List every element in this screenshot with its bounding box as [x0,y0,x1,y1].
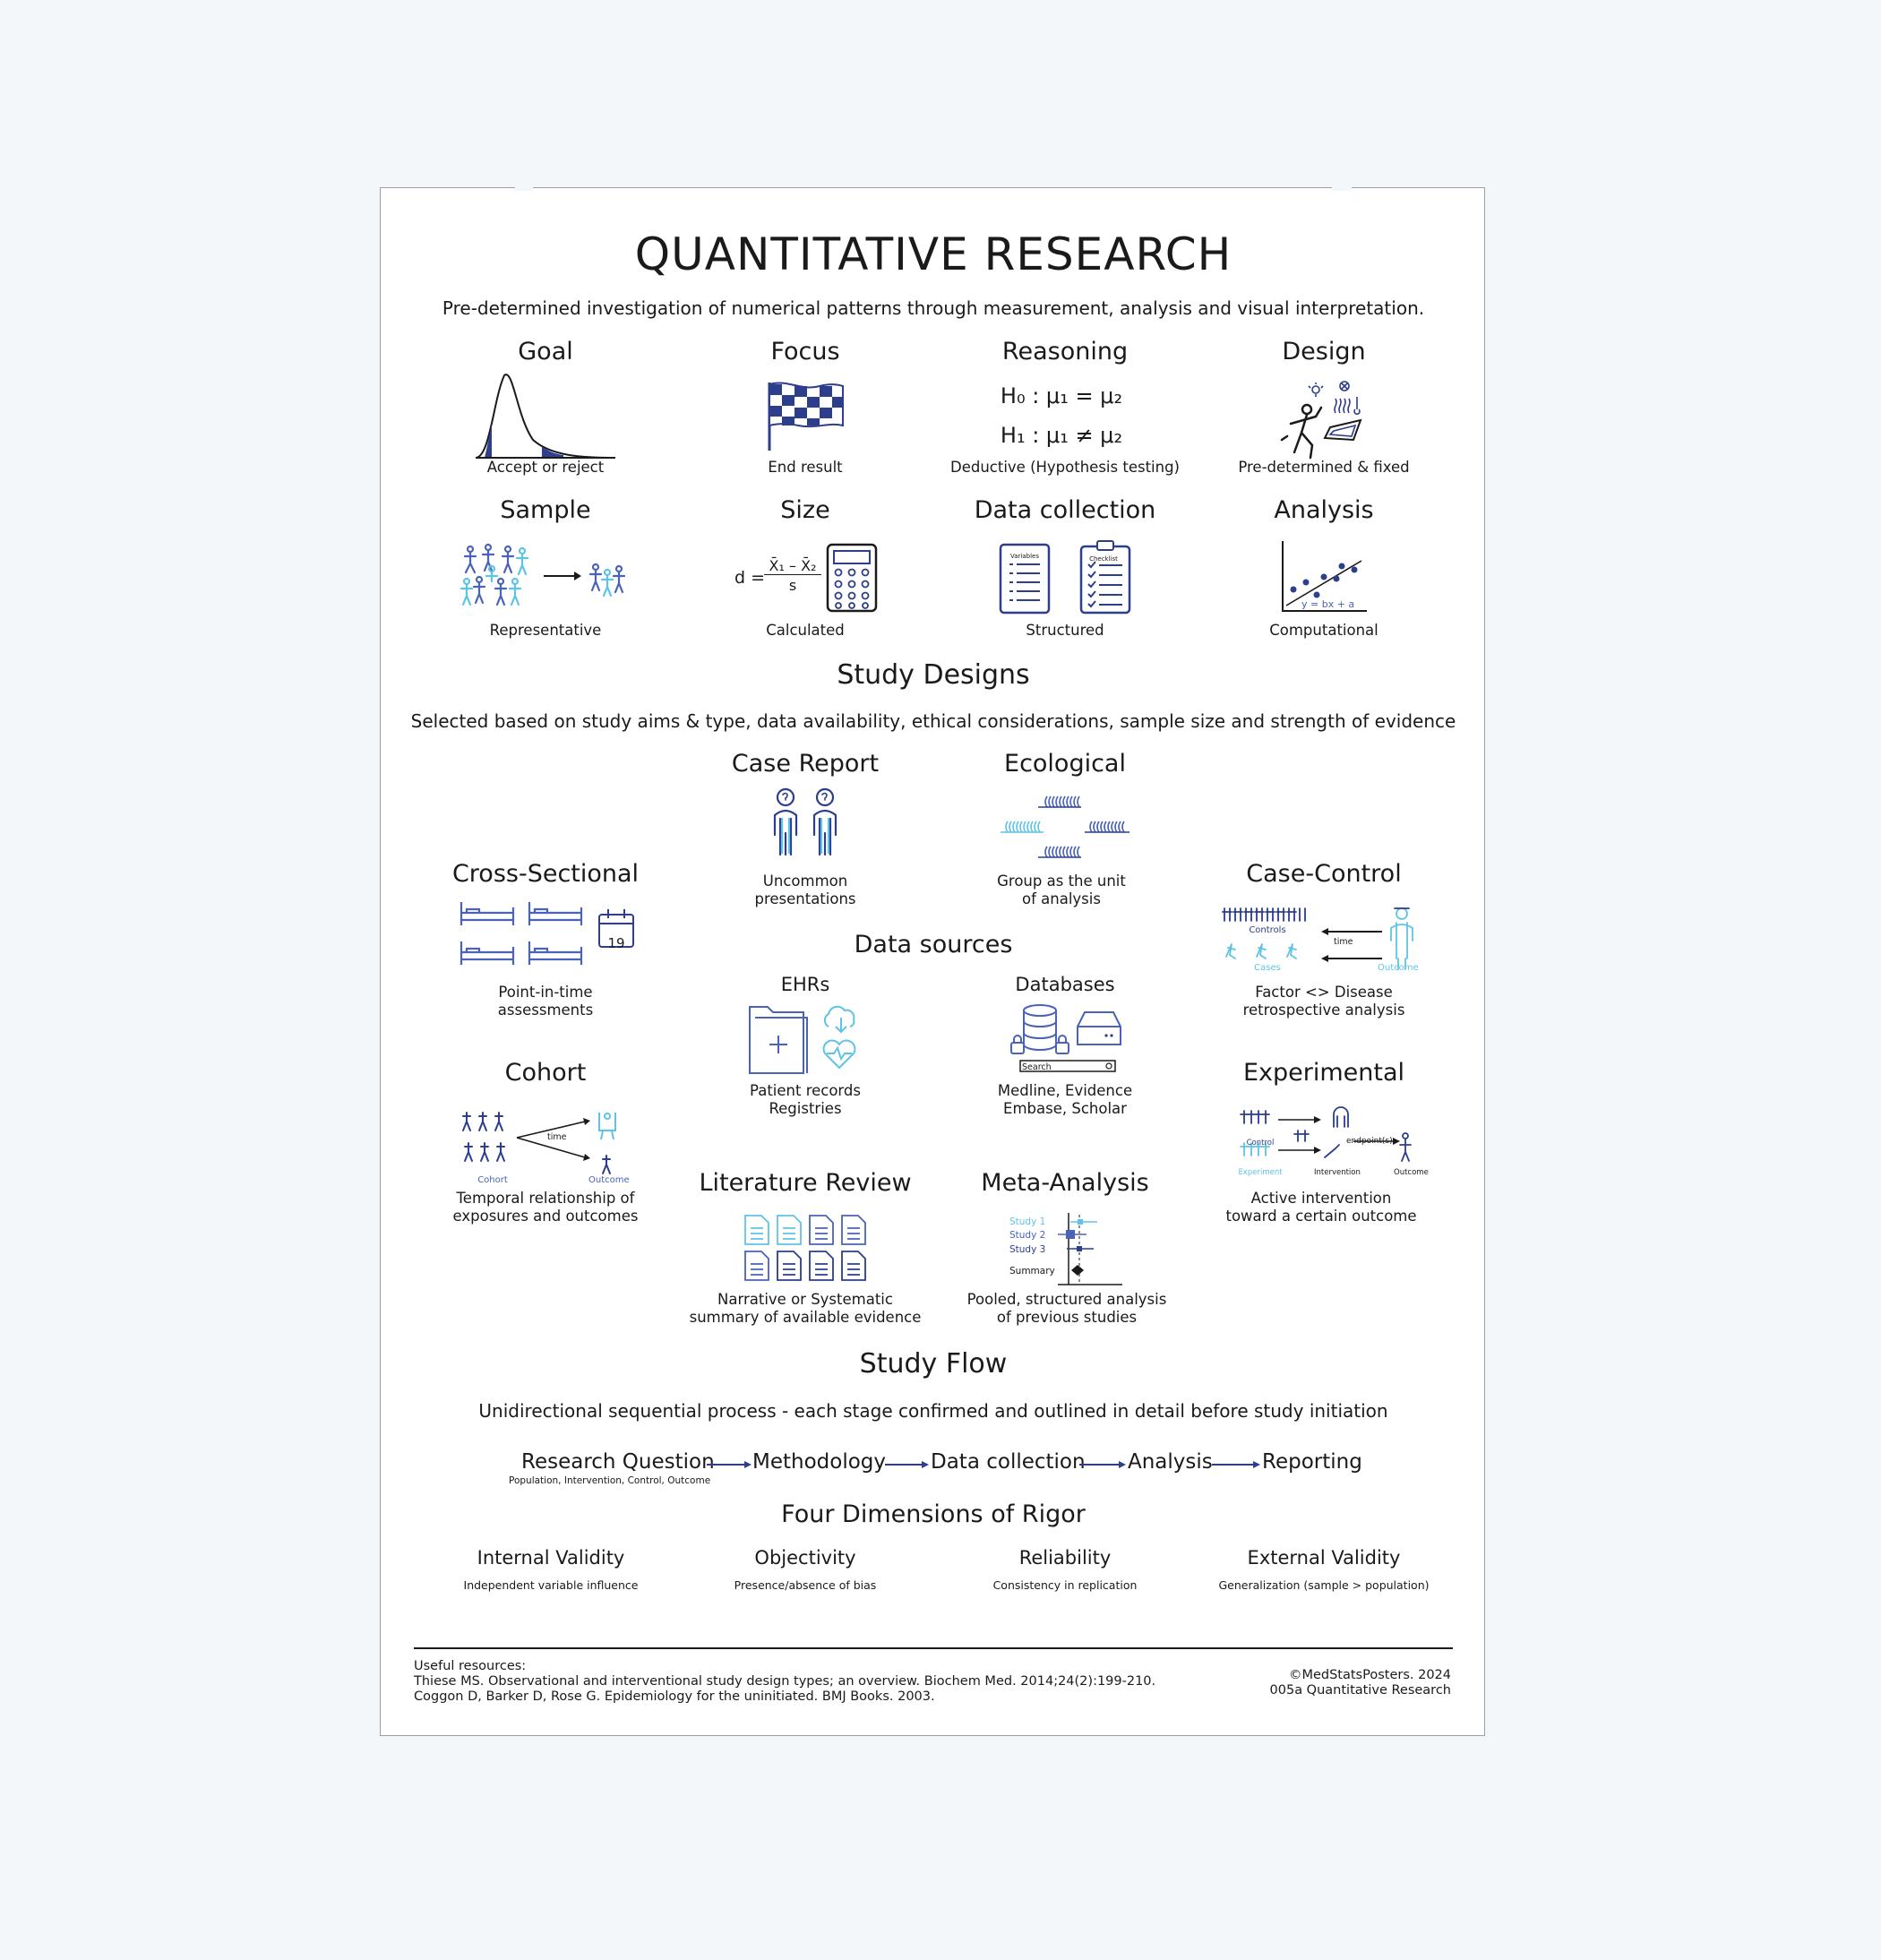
size-formula-denominator: s [788,577,797,594]
reference-1: Thiese MS. Observational and interventional study design types; an overview. Biochem Med. 2014;24(2):199-210. [414,1674,1156,1689]
study-flow-subtitle: Unidirectional sequential process - each stage confirmed and outlined in detail before study initiation [478,1400,1388,1422]
reference-2: Coggon D, Barker D, Rose G. Epidemiology for the uninitiated. BMJ Books. 2003. [414,1689,935,1704]
cohort-diagram [460,1109,639,1182]
experimental-outcome-label: Outcome [1394,1168,1429,1177]
poster-sheet [380,187,1485,1736]
checklist-label: Checklist [1089,555,1118,563]
study-designs-heading: Study Designs [837,659,1030,691]
ehrs-caption: Patient records Registries [750,1082,861,1117]
meta-analysis-caption: Pooled, structured analysis of previous studies [966,1291,1167,1326]
distribution-curve-icon [474,372,617,461]
study2-label: Study 2 [1009,1230,1046,1241]
goal-heading: Goal [518,338,573,365]
analysis-caption: Computational [1269,622,1379,639]
study1-label: Study 1 [1009,1216,1046,1227]
size-caption: Calculated [766,622,845,639]
cross-sectional-heading: Cross-Sectional [451,860,640,888]
sample-crowd-icon [461,542,631,609]
study-flow-heading: Study Flow [859,1348,1008,1380]
control-label: Control [1246,1139,1275,1148]
sample-caption: Representative [489,622,602,639]
ehr-folder-icon [748,1003,869,1077]
literature-review-heading: Literature Review [699,1169,912,1197]
rigor-internal-validity: Internal Validity [477,1547,625,1569]
study3-label: Study 3 [1009,1244,1046,1255]
cross-sectional-caption: Point-in-time assessments [497,984,594,1019]
rigor-reliability: Reliability [1018,1547,1112,1569]
cases-label: Cases [1254,963,1281,973]
case-control-heading: Case-Control [1246,860,1402,888]
alt-hypothesis: H₁ : μ₁ ≠ μ₂ [1000,423,1123,448]
focus-heading: Focus [770,338,840,365]
cohort-label: Cohort [477,1175,508,1185]
documents-grid-icon [743,1214,867,1284]
summary-label: Summary [1009,1266,1055,1277]
case-report-heading: Case Report [731,750,880,778]
literature-review-caption: Narrative or Systematic summary of available evidence [689,1291,922,1326]
flow-step-analysis: Analysis [1128,1450,1213,1474]
databases-heading: Databases [1015,974,1115,995]
ecological-heading: Ecological [1004,750,1126,778]
ehrs-heading: EHRs [780,974,830,995]
focus-caption: End result [768,459,843,476]
reasoning-caption: Deductive (Hypothesis testing) [950,459,1180,476]
cohort-time-label: time [547,1132,567,1142]
data-sources-heading: Data sources [854,931,1013,959]
design-caption: Pre-determined & fixed [1238,459,1410,476]
calendar-day: 19 [607,935,625,951]
data-collection-caption: Structured [1026,622,1104,639]
resources-label: Useful resources: [414,1659,527,1673]
intervention-label: Intervention [1314,1168,1361,1177]
rigor-objectivity-desc: Presence/absence of bias [734,1578,877,1592]
experimental-heading: Experimental [1242,1059,1405,1087]
controls-label: Controls [1249,925,1286,935]
design-heading: Design [1282,338,1366,365]
poster-subtitle: Pre-determined investigation of numerical patterns through measurement, analysis and visual interpretation. [442,297,1425,319]
case-report-patients-icon [766,788,848,856]
reasoning-heading: Reasoning [1001,338,1129,365]
cohort-outcome-label: Outcome [588,1175,630,1185]
border-gap [1332,185,1352,191]
case-control-outcome-label: Outcome [1378,963,1419,973]
flow-step-reporting: Reporting [1262,1450,1362,1474]
design-plan-icon [1276,383,1366,459]
rigor-reliability-desc: Consistency in replication [992,1578,1138,1592]
flow-step-note: Population, Intervention, Control, Outcome [509,1475,711,1486]
databases-caption: Medline, Evidence Embase, Scholar [997,1082,1133,1117]
analysis-heading: Analysis [1274,496,1374,524]
flow-step-research-question: Research Question [521,1450,715,1474]
experiment-label: Experiment [1238,1168,1283,1177]
case-report-caption: Uncommon presentations [754,873,856,907]
meta-analysis-heading: Meta-Analysis [981,1169,1149,1197]
calculator-icon [826,543,880,615]
regression-equation: y = bx + a [1301,598,1355,610]
flow-step-data-collection: Data collection [931,1450,1086,1474]
endpoint-label: endpoint(s) [1346,1137,1393,1146]
null-hypothesis: H₀ : μ₁ = μ₂ [1000,383,1123,408]
border-gap [515,185,533,191]
footer-divider [414,1647,1453,1649]
flow-step-methodology: Methodology [752,1450,887,1474]
search-box-label: Search [1022,1062,1052,1072]
size-formula-numerator: X̄₁ – X̄₂ [764,557,821,575]
data-collection-heading: Data collection [974,496,1156,524]
forest-plot-icon [1054,1213,1135,1288]
study-designs-subtitle: Selected based on study aims & type, data availability, ethical considerations, sample size and strength of evidence [410,710,1456,732]
checkered-flag-icon [766,381,848,452]
poster-title: QUANTITATIVE RESEARCH [634,228,1233,280]
cohort-heading: Cohort [504,1059,587,1087]
rigor-external-validity-desc: Generalization (sample > population) [1218,1578,1430,1592]
poster-code: 005a Quantitative Research [1269,1683,1451,1698]
variables-label: Variables [1010,553,1039,560]
cohort-caption: Temporal relationship of exposures and outcomes [452,1190,639,1225]
goal-caption: Accept or reject [486,459,605,476]
rigor-external-validity: External Validity [1247,1547,1401,1569]
sample-heading: Sample [500,496,591,524]
size-formula-d: d = [734,568,766,588]
rigor-objectivity: Objectivity [754,1547,856,1569]
ecological-caption: Group as the unit of analysis [997,873,1126,907]
case-control-time-label: time [1334,937,1353,947]
size-heading: Size [780,496,830,524]
rigor-heading: Four Dimensions of Rigor [781,1500,1086,1528]
flow-arrows [381,1456,1486,1474]
copyright: ©MedStatsPosters. 2024 [1288,1668,1451,1682]
ecological-groups-icon [999,791,1133,863]
rigor-internal-validity-desc: Independent variable influence [463,1578,639,1592]
case-control-caption: Factor <> Disease retrospective analysis [1242,984,1405,1019]
experimental-caption: Active intervention toward a certain outcome [1225,1190,1417,1225]
